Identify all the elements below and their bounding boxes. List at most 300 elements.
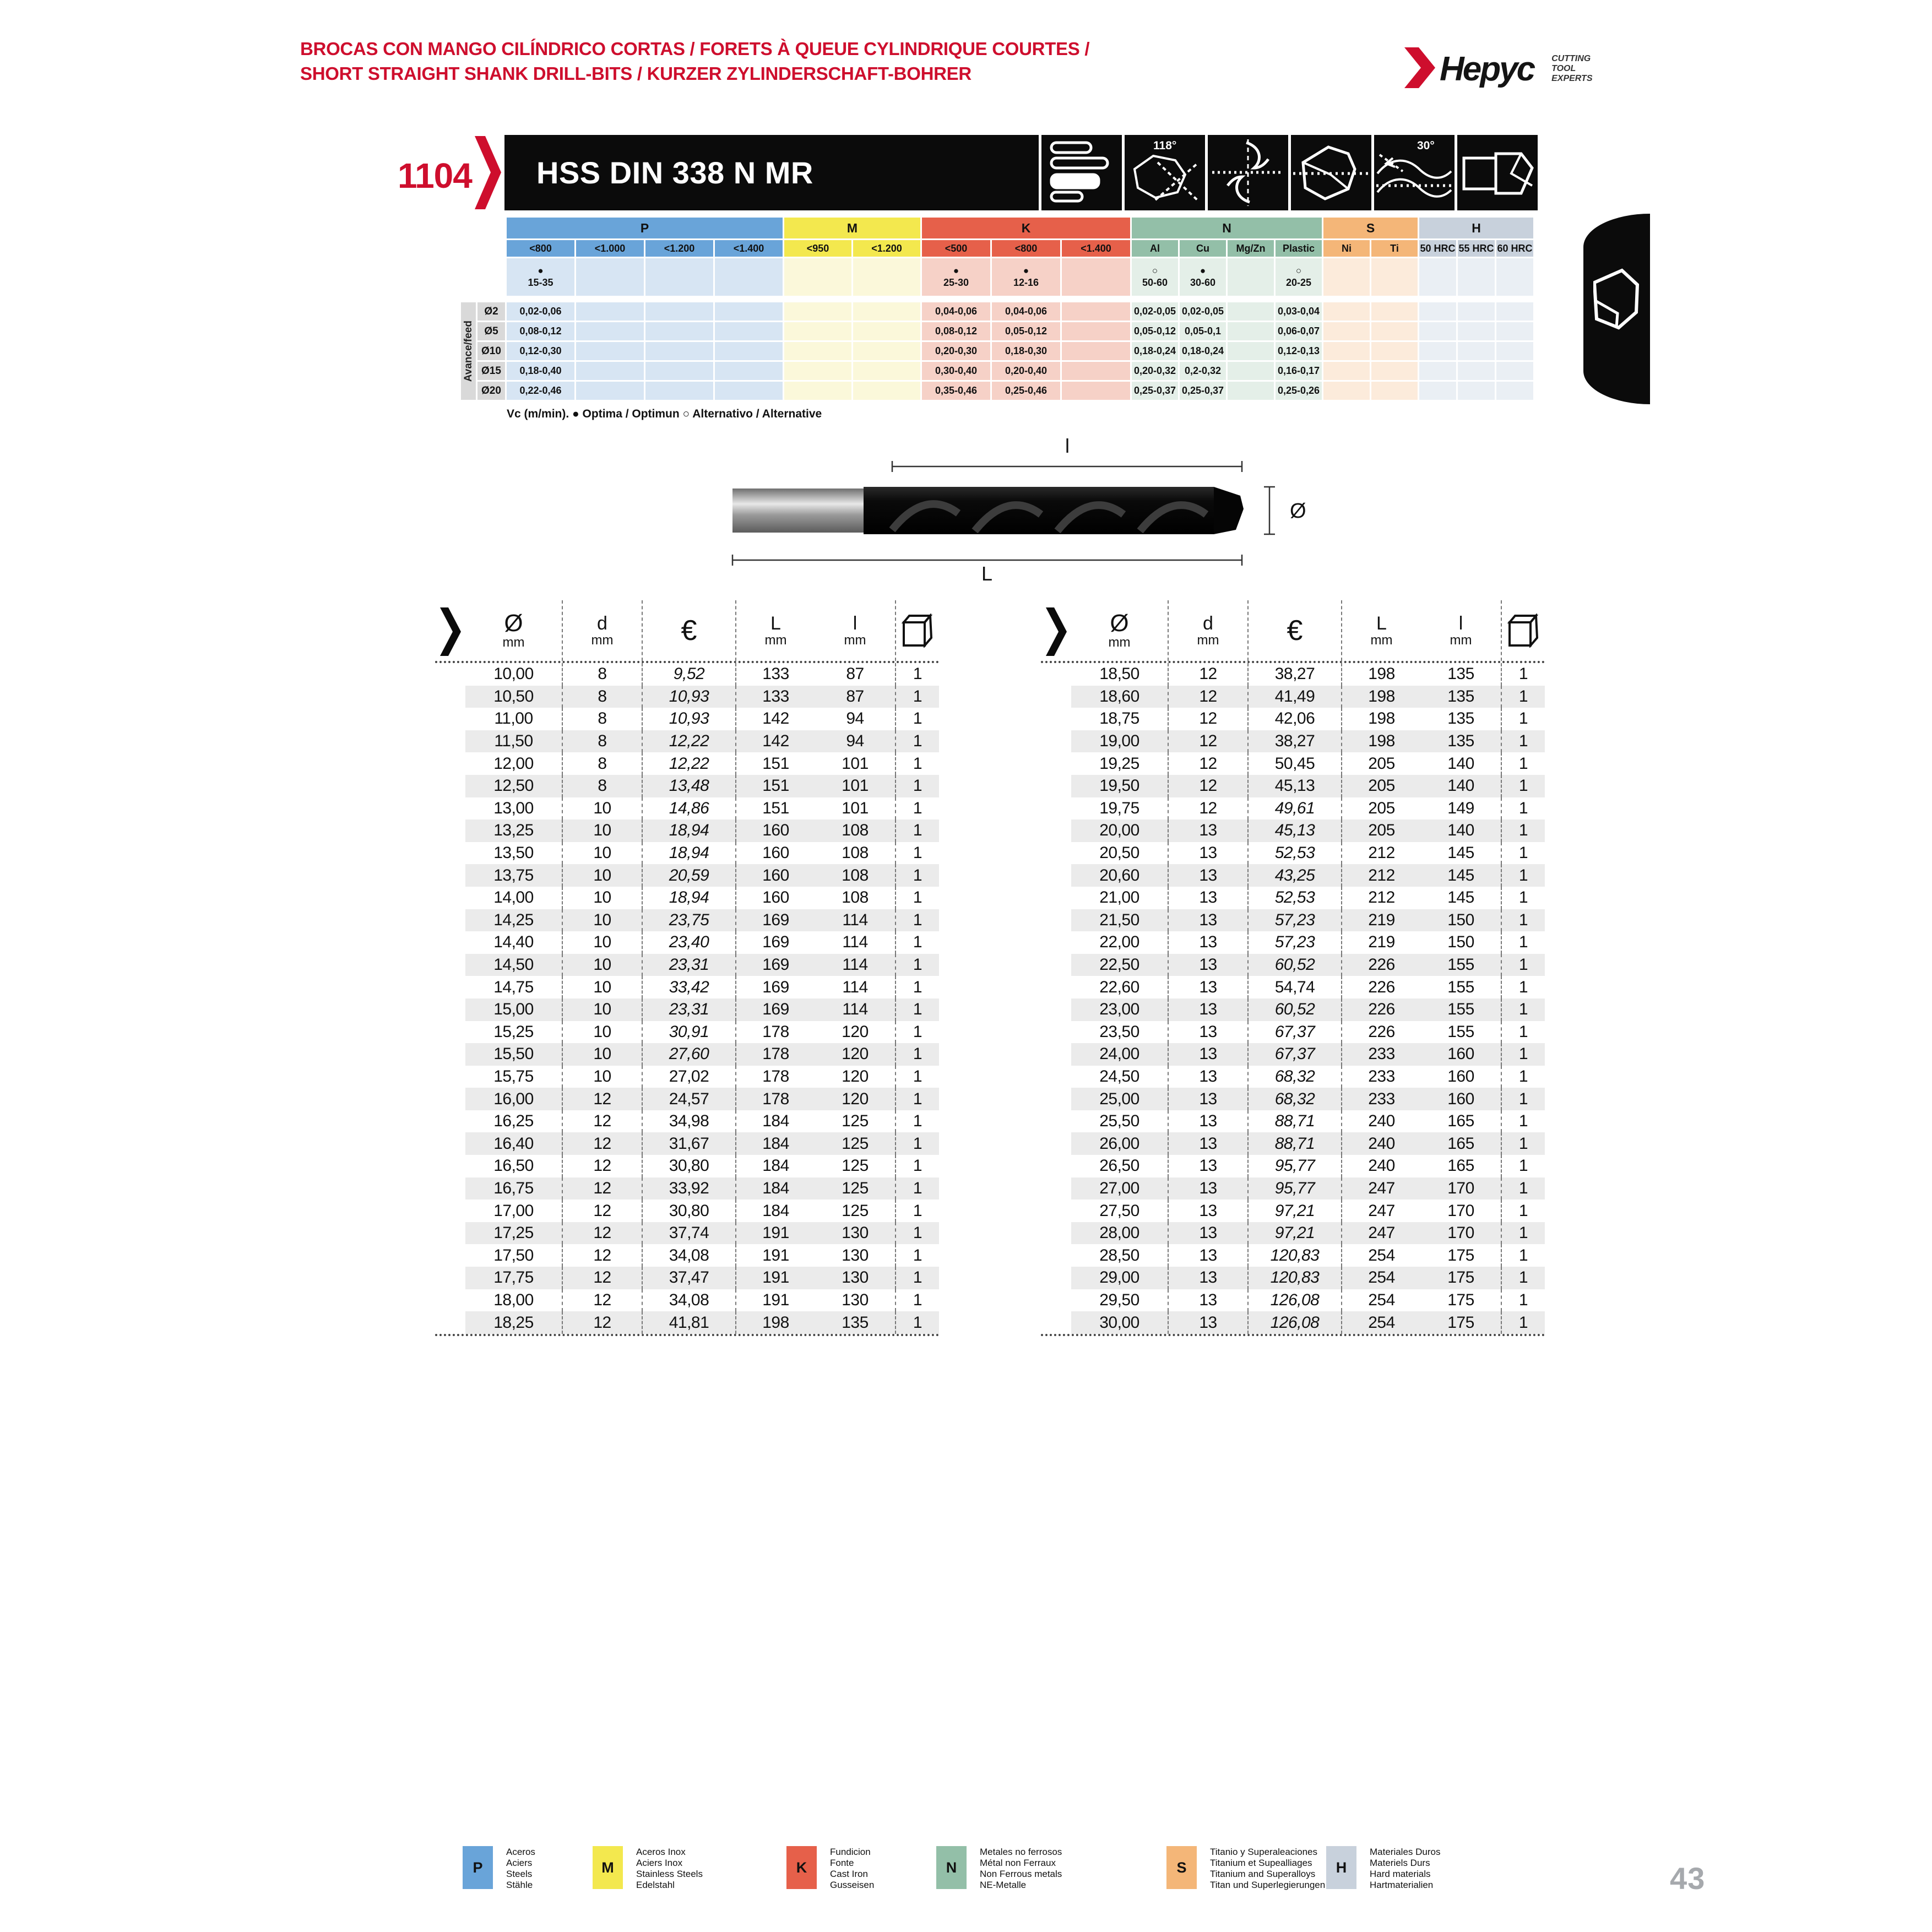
value: 27,50 (1099, 1201, 1139, 1220)
speed-feed-row (477, 382, 1535, 401)
value: 12 (593, 1179, 611, 1197)
cell-flute-length (815, 1021, 895, 1044)
cell-shank (562, 1177, 642, 1200)
cell-diameter (1071, 1110, 1168, 1133)
cell-flute-length (1421, 1244, 1501, 1267)
icon-cross-section (1208, 135, 1288, 210)
material-subcolumn-header: <1.400 (1062, 240, 1130, 257)
value: 1 (913, 910, 922, 929)
catalog-table-body (435, 663, 939, 1336)
cell-qty (895, 1110, 939, 1133)
row-spacer (1041, 1311, 1071, 1334)
cell-qty (1501, 1132, 1545, 1155)
cell-flute-length (1421, 1021, 1501, 1044)
value: 226 (1368, 978, 1395, 996)
value: 240 (1368, 1112, 1395, 1131)
cell-length (735, 663, 815, 686)
value: 10 (593, 1000, 611, 1019)
table-row (435, 708, 939, 730)
cell-flute-length (1421, 1155, 1501, 1177)
value: 150 (1447, 933, 1474, 952)
cell-flute-length (815, 931, 895, 954)
cell-diameter (465, 1021, 562, 1044)
feed-cell (1458, 362, 1495, 380)
value: 130 (842, 1290, 869, 1309)
value: 233 (1368, 1089, 1395, 1108)
cell-flute-length (1421, 1177, 1501, 1200)
legend-line: Metales no ferrosos (980, 1847, 1062, 1857)
row-spacer (435, 752, 465, 775)
cell-shank (1168, 909, 1247, 932)
legend-line: Materiales Duros (1370, 1847, 1441, 1857)
cell-price (642, 1155, 735, 1177)
value: 1 (1518, 1022, 1528, 1041)
value: 13 (1199, 956, 1217, 974)
header-unit: mm (844, 633, 866, 648)
value: 57,23 (1274, 910, 1315, 929)
value: 12 (1199, 687, 1217, 705)
row-spacer (435, 663, 465, 686)
vc-value: 50-60 (1142, 277, 1168, 288)
vc-value: 15-35 (528, 277, 553, 288)
cell-price (642, 820, 735, 842)
value: 12 (1199, 709, 1217, 728)
col-header-length (735, 600, 815, 661)
row-spacer (435, 1222, 465, 1245)
cell-price (1247, 842, 1341, 865)
value: 1 (1518, 1000, 1528, 1019)
cell-price (642, 1066, 735, 1088)
table-row (435, 1088, 939, 1110)
cell-flute-length (1421, 1289, 1501, 1312)
cell-shank (562, 998, 642, 1021)
cell-price (642, 1244, 735, 1267)
cell-qty (1501, 820, 1545, 842)
value: 155 (1447, 1022, 1474, 1041)
row-spacer (1041, 998, 1071, 1021)
cell-shank (1168, 797, 1247, 820)
cell-price (1247, 954, 1341, 976)
value: 1 (1518, 1157, 1528, 1175)
row-cells (465, 1021, 939, 1044)
value: 205 (1368, 799, 1395, 817)
value: 155 (1447, 978, 1474, 996)
cell-length (735, 1177, 815, 1200)
value: 27,02 (669, 1067, 709, 1086)
cell-flute-length (1421, 909, 1501, 932)
value: 13 (1199, 910, 1217, 929)
speed-table (462, 218, 1535, 401)
cell-price (1247, 1066, 1341, 1088)
legend-text (980, 1846, 1062, 1891)
logo-chevron-icon (1403, 43, 1436, 95)
value: 12 (593, 1201, 611, 1220)
vc-cell (1228, 258, 1274, 296)
value: 114 (842, 1000, 868, 1019)
value: 125 (842, 1179, 869, 1197)
table-row (1041, 1244, 1545, 1267)
cell-diameter (465, 820, 562, 842)
material-subcolumn-header: 55 HRC (1458, 240, 1495, 257)
cell-length (1341, 887, 1421, 909)
cell-qty (895, 1289, 939, 1312)
material-group-header: P (507, 218, 783, 238)
cell-flute-length (815, 842, 895, 865)
value: 95,77 (1274, 1157, 1315, 1175)
cell-length (1341, 663, 1421, 686)
value: 16,25 (493, 1112, 534, 1131)
value: 1 (1518, 1067, 1528, 1086)
value: 178 (762, 1067, 789, 1086)
speed-group-row (507, 218, 1535, 240)
vc-cell (576, 258, 644, 296)
value: 125 (842, 1134, 869, 1153)
table-row (435, 1267, 939, 1289)
cell-length (735, 1021, 815, 1044)
value: 1 (1518, 754, 1528, 773)
cell-diameter (1071, 1088, 1168, 1110)
row-spacer (435, 708, 465, 730)
row-spacer (435, 864, 465, 887)
cell-qty (895, 775, 939, 797)
cell-qty (895, 1155, 939, 1177)
cell-diameter (1071, 1132, 1168, 1155)
legend-item-k (786, 1846, 874, 1891)
row-cells (465, 998, 939, 1021)
value: 1 (913, 1045, 922, 1063)
value: 1 (1518, 1201, 1528, 1220)
legend-item-m (593, 1846, 703, 1891)
feed-cell: 0,08-0,12 (507, 322, 574, 340)
cell-shank (562, 1066, 642, 1088)
value: 169 (762, 933, 789, 952)
table-row (1041, 1021, 1545, 1044)
value: 140 (1447, 821, 1474, 840)
value: 226 (1368, 1000, 1395, 1019)
feed-cell (1496, 342, 1533, 360)
speed-sub-row (507, 240, 1535, 258)
value: 23,31 (669, 956, 709, 974)
feed-cell (1458, 302, 1495, 321)
vc-cell (645, 258, 713, 296)
value: 1 (1518, 799, 1528, 817)
value: 21,50 (1099, 910, 1139, 929)
value: 12 (1199, 732, 1217, 751)
value: 12 (1199, 754, 1217, 773)
row-cells (465, 1132, 939, 1155)
feed-cell: 0,04-0,06 (922, 302, 990, 321)
logo-brand: Hepyc (1440, 50, 1534, 88)
value: 10 (593, 866, 611, 884)
value: 12,50 (493, 777, 534, 795)
cell-length (1341, 775, 1421, 797)
vc-cell (992, 258, 1060, 296)
cell-shank (1168, 1132, 1247, 1155)
row-cells (1071, 1200, 1545, 1222)
value: 10 (593, 978, 611, 996)
value: 1 (913, 1268, 922, 1287)
vc-cell (1276, 258, 1322, 296)
legend-line: Non Ferrous metals (980, 1869, 1062, 1879)
helix-angle-label: 30° (1417, 139, 1435, 152)
material-subcolumn-header: 60 HRC (1496, 240, 1533, 257)
vc-cell (1371, 258, 1418, 296)
value: 8 (598, 687, 607, 705)
catalog-table-left (435, 600, 939, 1336)
value: 13,75 (493, 866, 534, 884)
feed-cell: 0,20-0,30 (922, 342, 990, 360)
table-row (1041, 730, 1545, 753)
feed-cell (1496, 322, 1533, 340)
cell-shank (562, 752, 642, 775)
value: 133 (762, 687, 789, 705)
cell-length (1341, 931, 1421, 954)
feed-cell: 0,02-0,06 (507, 302, 574, 321)
row-cells (1071, 1021, 1545, 1044)
value: 18,25 (493, 1313, 534, 1332)
col-header-shank (562, 600, 642, 661)
value: 11,50 (494, 732, 533, 751)
feed-cell: 0,22-0,46 (507, 382, 574, 400)
cell-shank (1168, 1021, 1247, 1044)
cell-shank (562, 931, 642, 954)
legend-text (1210, 1846, 1325, 1891)
value: 13,50 (493, 844, 534, 862)
table-row (1041, 1200, 1545, 1222)
legend-line: Aciers Inox (636, 1858, 683, 1868)
value: 184 (762, 1134, 789, 1153)
table-row (1041, 1267, 1545, 1289)
value: 1 (913, 1179, 922, 1197)
value: 247 (1368, 1179, 1395, 1197)
row-spacer (1041, 887, 1071, 909)
value: 212 (1368, 866, 1395, 884)
vc-cell (1496, 258, 1533, 296)
value: 130 (842, 1224, 869, 1242)
value: 184 (762, 1112, 789, 1131)
value: 184 (762, 1201, 789, 1220)
material-group-header: N (1132, 218, 1322, 238)
value: 37,74 (669, 1224, 709, 1242)
table-row (435, 1132, 939, 1155)
row-spacer (435, 954, 465, 976)
value: 226 (1368, 1022, 1395, 1041)
cell-length (735, 775, 815, 797)
cell-price (642, 1289, 735, 1312)
cell-diameter (465, 864, 562, 887)
value: 1 (913, 1112, 922, 1131)
material-subcolumn-header: <800 (507, 240, 574, 257)
value: 13 (1199, 888, 1217, 907)
legend-line: Cast Iron (830, 1869, 868, 1879)
feed-cell (853, 342, 920, 360)
row-cells (1071, 1110, 1545, 1133)
material-subcolumn-header: <1.200 (645, 240, 713, 257)
cell-price (642, 842, 735, 865)
row-cells (1071, 797, 1545, 820)
value: 24,00 (1099, 1045, 1139, 1063)
value: 13 (1199, 1045, 1217, 1063)
value: 151 (762, 777, 789, 795)
cell-shank (562, 1088, 642, 1110)
cell-diameter (1071, 1222, 1168, 1245)
value: 101 (842, 799, 869, 817)
cell-qty (895, 976, 939, 998)
value: 34,98 (669, 1112, 709, 1131)
table-row (1041, 887, 1545, 909)
feed-cell: 0,02-0,05 (1180, 302, 1226, 321)
value: 1 (1518, 1179, 1528, 1197)
value: 27,60 (669, 1045, 709, 1063)
value: 165 (1447, 1157, 1474, 1175)
value: 12 (593, 1112, 611, 1131)
legend-line: Fundicion (830, 1847, 871, 1857)
value: 18,94 (669, 844, 709, 862)
row-spacer (435, 1177, 465, 1200)
table-row (435, 1155, 939, 1177)
row-spacer (435, 842, 465, 865)
value: 23,50 (1099, 1022, 1139, 1041)
col-header-shank (1168, 600, 1247, 661)
value: 13 (1199, 1201, 1217, 1220)
row-cells (1071, 775, 1545, 797)
row-spacer (1041, 730, 1071, 753)
feed-cell: 0,35-0,46 (922, 382, 990, 400)
feed-cell: 0,25-0,37 (1132, 382, 1178, 400)
value: 160 (762, 888, 789, 907)
row-cells (465, 1311, 939, 1334)
value: 175 (1447, 1313, 1474, 1332)
value: 1 (1518, 844, 1528, 862)
cell-diameter (1071, 730, 1168, 753)
feed-cell (1228, 322, 1274, 340)
col-header-packaging (895, 600, 939, 661)
cell-price (1247, 1311, 1341, 1334)
row-cells (465, 954, 939, 976)
feed-cell (853, 322, 920, 340)
cell-diameter (1071, 976, 1168, 998)
cell-flute-length (815, 1289, 895, 1312)
value: 13 (1199, 933, 1217, 952)
row-cells (1071, 1155, 1545, 1177)
value: 1 (1518, 1290, 1528, 1309)
table-row (435, 1066, 939, 1088)
header-unit: mm (1197, 633, 1219, 648)
cell-shank (1168, 931, 1247, 954)
box-icon (900, 614, 935, 648)
feed-cell: 0,16-0,17 (1276, 362, 1322, 380)
cell-flute-length (815, 686, 895, 708)
feed-cell (1062, 322, 1130, 340)
cell-qty (895, 752, 939, 775)
value: 254 (1368, 1268, 1395, 1287)
cell-qty (895, 663, 939, 686)
cell-price (642, 1222, 735, 1245)
header-unit: mm (764, 633, 787, 648)
cell-diameter (465, 730, 562, 753)
value: 38,27 (1274, 665, 1315, 683)
feed-cell (645, 382, 713, 400)
cell-length (1341, 1110, 1421, 1133)
row-cells (1071, 752, 1545, 775)
value: 125 (842, 1201, 869, 1220)
vc-dot: ○ (1152, 265, 1158, 276)
cell-length (735, 797, 815, 820)
table-row (1041, 842, 1545, 865)
legend-line: Titanium and Superalloys (1210, 1869, 1316, 1879)
value: 1 (913, 777, 922, 795)
feed-cell (576, 382, 644, 400)
value: 1 (913, 1290, 922, 1309)
cell-qty (895, 1177, 939, 1200)
feed-cell (1419, 382, 1456, 400)
feed-cell (715, 302, 783, 321)
value: 13 (1199, 1022, 1217, 1041)
value: 12 (1199, 777, 1217, 795)
cell-price (642, 864, 735, 887)
legend-line: Titanio y Superaleaciones (1210, 1847, 1317, 1857)
material-subcolumn-header: 50 HRC (1419, 240, 1456, 257)
value: 1 (1518, 978, 1528, 996)
section-tab-drill-icon (1583, 214, 1650, 404)
row-cells (465, 1177, 939, 1200)
cell-qty (1501, 931, 1545, 954)
cell-length (735, 954, 815, 976)
cell-diameter (465, 1132, 562, 1155)
value: 1 (1518, 1134, 1528, 1153)
product-name: HSS DIN 338 N MR (536, 155, 813, 190)
cell-diameter (465, 686, 562, 708)
row-spacer (1041, 1021, 1071, 1044)
value: 1 (913, 866, 922, 884)
cell-flute-length (1421, 1088, 1501, 1110)
value: 140 (1447, 777, 1474, 795)
value: 31,67 (669, 1134, 709, 1153)
cell-flute-length (815, 1155, 895, 1177)
value: 10 (593, 1045, 611, 1063)
value: 57,23 (1274, 933, 1315, 952)
col-header-price (1247, 600, 1341, 661)
table-row (435, 797, 939, 820)
col-header-flute-length (815, 600, 895, 661)
feed-cell (1323, 322, 1370, 340)
cell-qty (1501, 954, 1545, 976)
value: 1 (913, 1313, 922, 1332)
row-cells (465, 1043, 939, 1066)
row-spacer (1041, 1177, 1071, 1200)
value: 155 (1447, 1000, 1474, 1019)
table-row (435, 752, 939, 775)
cell-qty (895, 864, 939, 887)
value: 21,00 (1099, 888, 1139, 907)
value: 10 (593, 1067, 611, 1086)
value: 1 (1518, 888, 1528, 907)
cell-diameter (465, 976, 562, 998)
cell-length (1341, 797, 1421, 820)
header-unit: mm (1450, 633, 1472, 648)
cell-qty (1501, 864, 1545, 887)
cell-diameter (1071, 1066, 1168, 1088)
value: 205 (1368, 777, 1395, 795)
cell-flute-length (815, 954, 895, 976)
value: 1 (913, 1022, 922, 1041)
cell-length (735, 1200, 815, 1222)
value: 1 (1518, 1224, 1528, 1242)
cell-flute-length (1421, 1222, 1501, 1245)
cell-price (1247, 1222, 1341, 1245)
value: 12 (593, 1246, 611, 1265)
cell-qty (1501, 1110, 1545, 1133)
